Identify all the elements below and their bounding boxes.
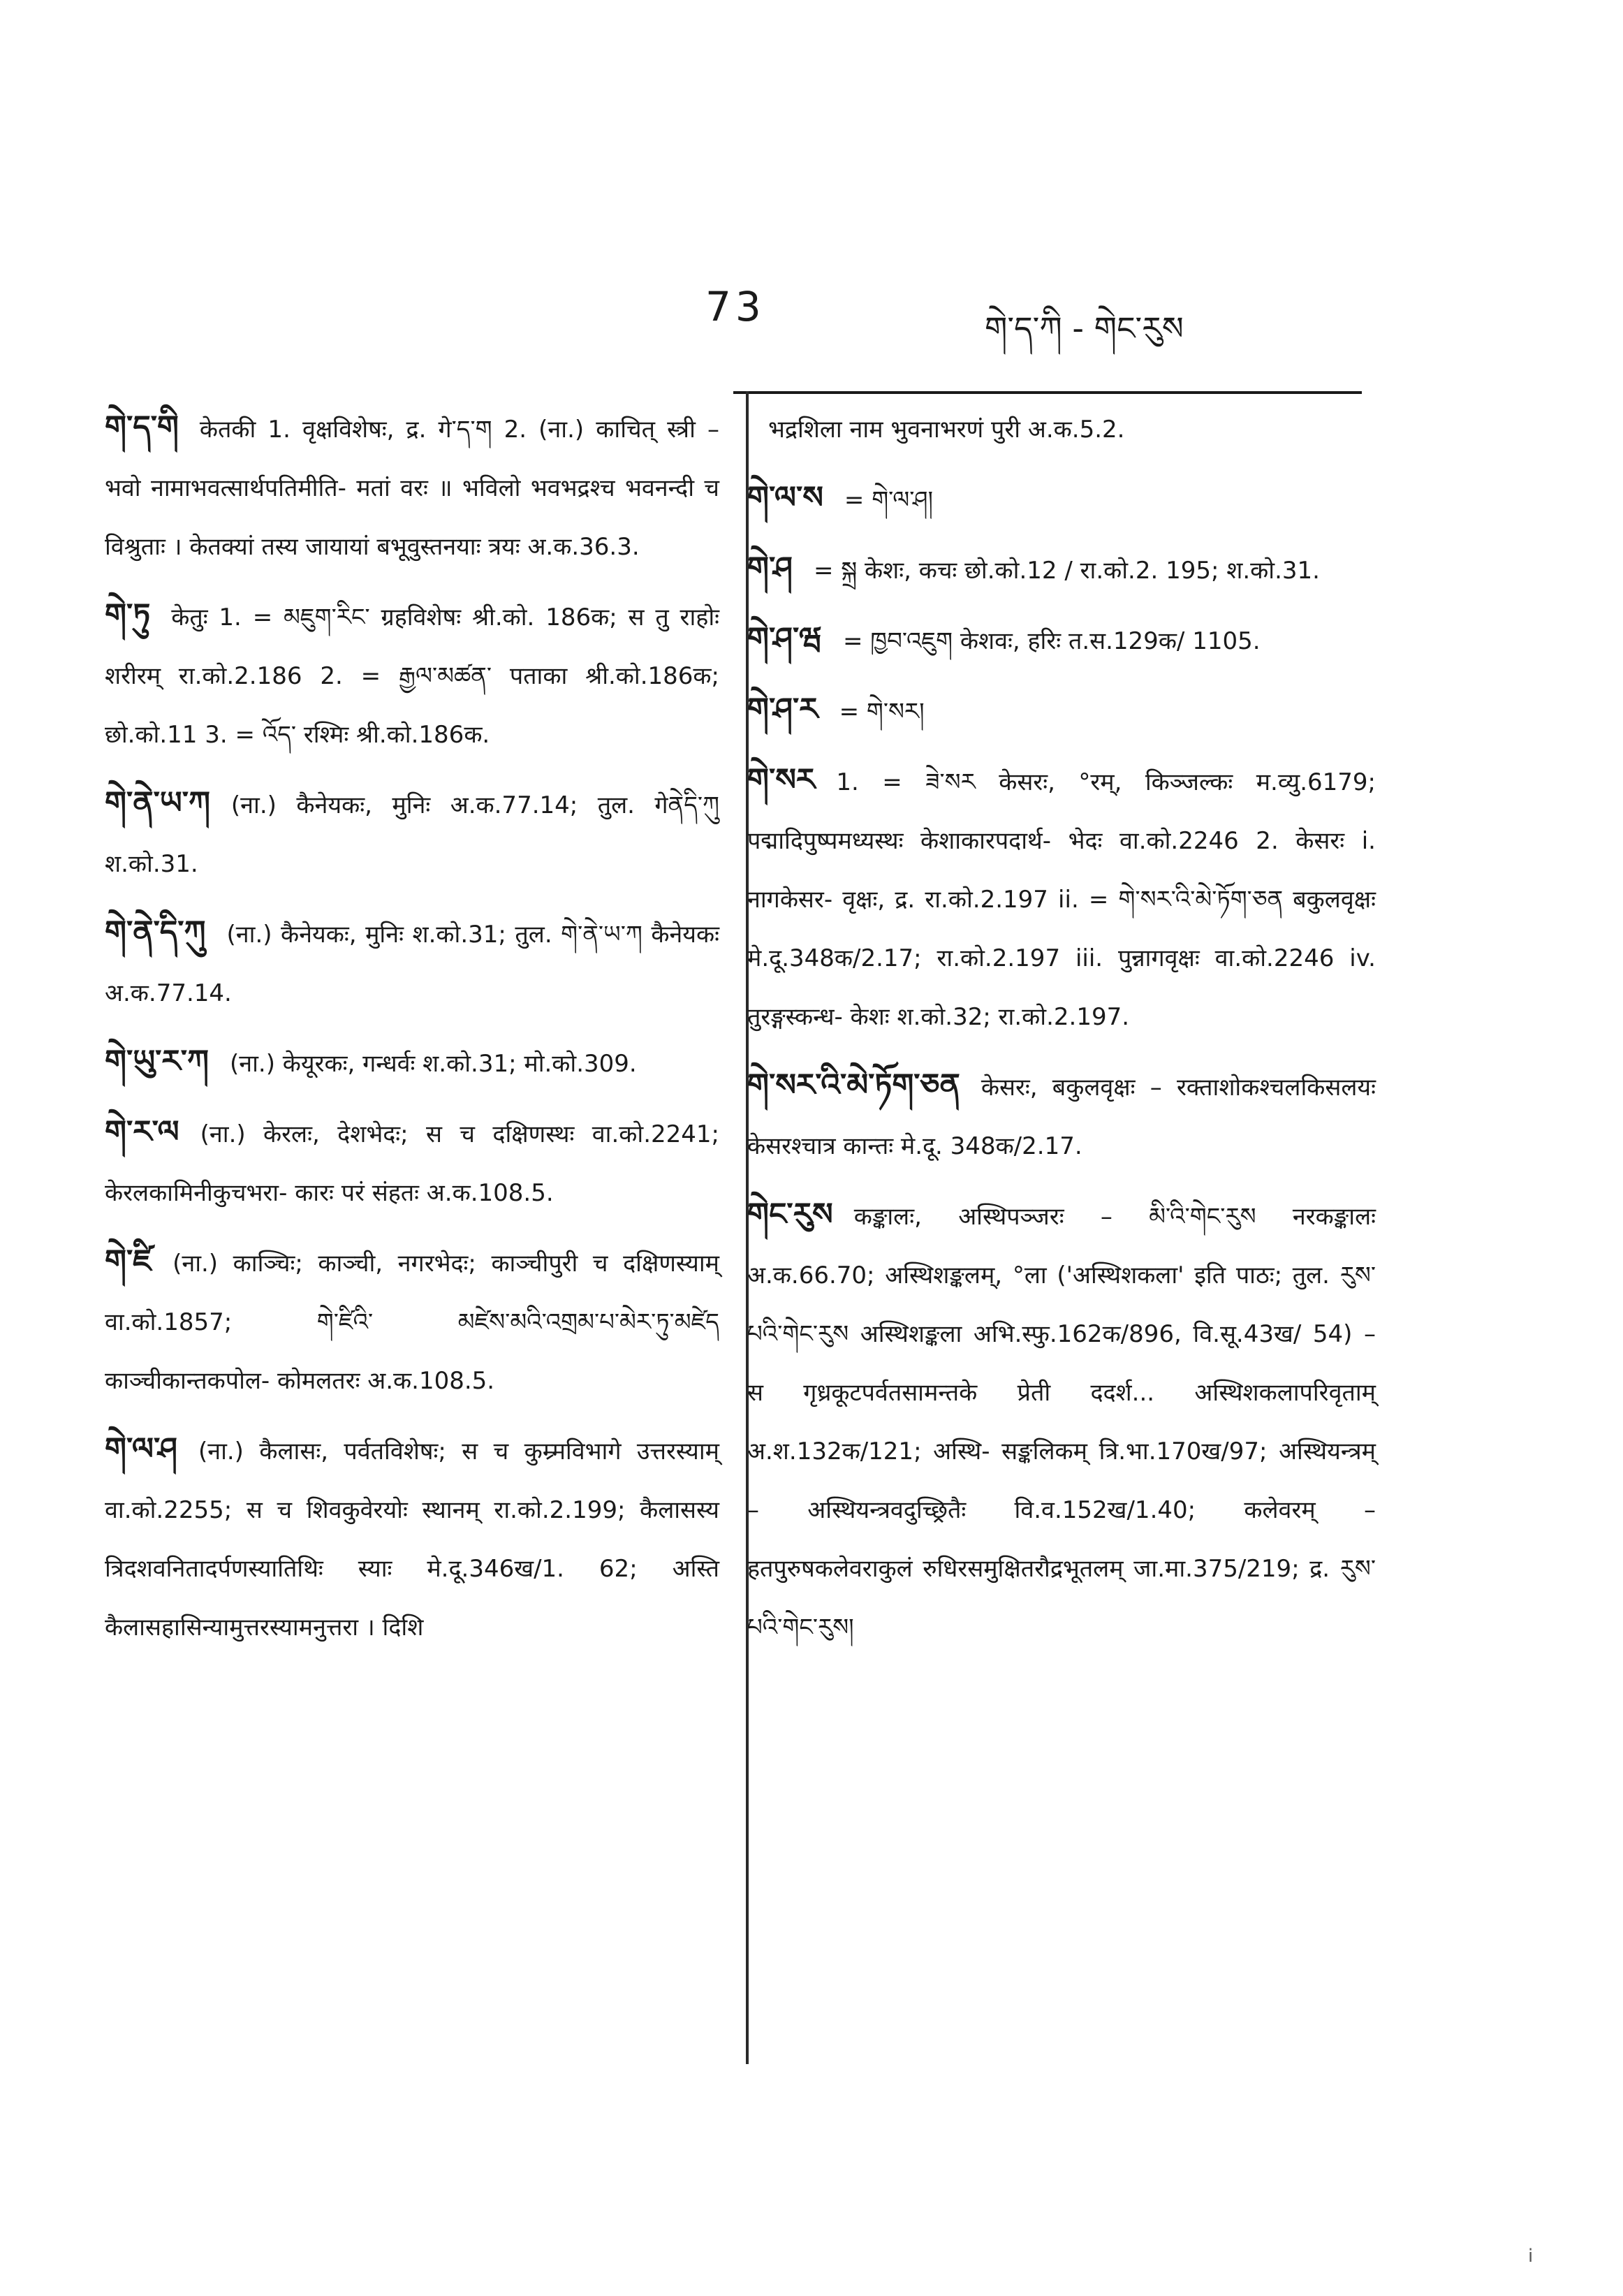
footer-mark: i (1528, 2246, 1534, 2267)
entry-headword: གེ་ལ་ས (747, 480, 823, 515)
entry-definition: कङ्कालः, अस्थिपञ्जरः – མི་འི་གེང་རུས नरकङ्कालः अ.क.66.70; अस्थिशङ्कलम्, °ला ('अस्थिशकला' इति पाठः; तुल. རུས་པའི་གེང་རུས अस्थिशङ्कला अभि.स्फु.162क/896, वि.सू.43ख/ 54) – स गृध्रकूटपर्वतसामन्तके प्रेती ददर्श... अस्थिशकलापरिवृताम् अ.श.132क/121; अस्थि- सङ्कलिकम् त्रि.भा.170ख/97; अस्थियन्त्रम् – अस्थियन्त्रवदुच्छ्रितैः वि.व.152ख/1.40; कलेवरम् – हतपुरुषकलेवराकुलं रुधिरसमुक्षितरौद्रभूतलम् जा.मा.375/219; द्र. རུས་པའི་གེང་རུས། (747, 1203, 1376, 1641)
dictionary-entry (105, 1232, 719, 1410)
dictionary-entry (747, 1056, 1376, 1176)
entry-definition: = གེ་ལ་ཤ། (844, 486, 934, 514)
entry-definition: 1. = ཟེ་སར केसरः, °रम्, किञ्जल्कः म.व्यु.6179; पद्मादिपुष्पमध्यस्थः केशाकारपदार्थ- भेदः वा.को.2246 2. केसरः i. नागकेसर- वृक्षः, द्र. रा.को.2.197 ii. = གེ་སར་འི་མེ་ཏོག་ཅན बकुलवृक्षः मे.दू.348क/2.17; रा.को.2.197 iii. पुन्नागवृक्षः वा.को.2246 iv. तुरङ्गस्कन्ध- केशः श.को.32; रा.को.2.197. (747, 768, 1376, 1031)
entry-headword: གེ་སར་འི་མེ་ཏོག་ཅན (747, 1067, 960, 1103)
entry-definition: = ཁྱབ་འཇུག केशवः, हरिः त.स.129क/ 1105. (842, 627, 1261, 655)
entry-definition: (ना.) कैनेयकः, मुनिः अ.क.77.14; तुल. गेནེདི་ཀུ श.को.31. (105, 791, 719, 878)
entry-headword: གེ་ཡུ་ར་ཀ (105, 1044, 209, 1079)
dictionary-entry (105, 903, 719, 1023)
dictionary-entry (747, 1185, 1376, 1657)
entry-headword: གེ་ཤ་ཝ (747, 621, 822, 657)
running-head: གེ་ད་ཀི - གེང་རུས (985, 309, 1184, 347)
entry-headword: གེང་རུས (747, 1197, 833, 1232)
entry-definition: = གེ་སར། (839, 698, 925, 726)
entry-definition: = སྐྲ केशः, कचः छो.को.12 / रा.को.2. 195; श.को.31. (813, 557, 1320, 585)
header-rule (733, 391, 1362, 394)
dictionary-entry (105, 1420, 719, 1657)
entry-definition: (ना.) केयूरकः, गन्धर्वः श.को.31; मो.को.309. (229, 1050, 637, 1078)
entry-headword: གེ་ནེ་དི་ཀུ (105, 914, 206, 950)
entry-headword: གེ་ད་གི (105, 409, 179, 445)
dictionary-entry (747, 469, 1376, 529)
entry-headword: གེ་ཤ་ར (747, 692, 818, 727)
entry-headword: གེ་ལ་ཤ (105, 1431, 177, 1467)
entry-headword: གེ་ཤ (747, 550, 793, 586)
page-number: 73 (705, 283, 765, 330)
entry-definition: (ना.) कैलासः, पर्वतविशेषः; स च कुम्र्मविभागे उत्तरस्याम् वा.को.2255; स च शिवकुवेरयोः स्थानम् रा.को.2.199; कैलासस्य त्रिदशवनितादर्पणस्यातिथिः स्याः मे.दू.346ख/1. 62; अस्ति कैलासहासिन्यामुत्तरस्यामनुत्तरा । दिशि (105, 1438, 719, 1641)
entry-definition: भद्रशिला नाम भुवनाभरणं पुरी अ.क.5.2. (768, 416, 1125, 444)
entry-definition: (ना.) कैनेयकः, मुनिः श.को.31; तुल. གེ་ནེ་ཡ་ཀ कैनेयकः अ.क.77.14. (105, 921, 719, 1007)
entry-definition: (ना.) केरलः, देशभेदः; स च दक्षिणस्थः वा.को.2241; केरलकामिनीकुचभरा- कारः परं संहतः अ.क.108.5. (105, 1120, 719, 1207)
dictionary-entry (747, 539, 1376, 600)
entry-headword: གེ་སར (747, 762, 816, 798)
entry-definition: (ना.) काञ्चिः; काञ्ची, नगरभेदः; काञ्चीपुरी च दक्षिणस्याम् वा.को.1857; གེ་ཛིའི་ མཛེས་མའི་འགྲམ་པ་མེར་ཏུ་མཛེད काञ्चीकान्तकपोल- कोमलतरः अ.क.108.5. (105, 1250, 719, 1395)
entry-definition: केतुः 1. = མཇུག་རིང་ ग्रहविशेषः श्री.को. 186क; स तु राहोः शरीरम् रा.को.2.186 2. = རྒྱལ་མཚན་ पताका श्री.को.186क; छो.को.11 3. = འོད་ रश्मिः श्री.को.186क. (105, 604, 719, 749)
entry-headword: གེ་ར་ལ (105, 1114, 179, 1150)
entry-definition: केतकी 1. वृक्षविशेषः, द्र. गे་ད་ག 2. (ना.) काचित् स्त्री – भवो नामाभवत्सार्थपतिमीति- मतां वरः ॥ भविलो भवभद्रश्च भवनन्दी च विश्रुताः । केतक्यां तस्य जायायां बभूवुस्तनयाः त्रयः अ.क.36.3. (105, 416, 719, 561)
dictionary-entry (747, 680, 1376, 741)
dictionary-entry (105, 1103, 719, 1222)
entry-headword: གེ་ཛི (105, 1243, 152, 1279)
entry-headword: གེ་ཏུ (105, 597, 151, 633)
dictionary-entry (747, 610, 1376, 671)
dictionary-entry (105, 586, 719, 764)
entry-definition: केसरः, बकुलवृक्षः – रक्ताशोकश्चलकिसलयः केसरश्चात्र कान्तः मे.दू. 348क/2.17. (747, 1074, 1376, 1160)
dictionary-entry (747, 398, 1376, 459)
right-column (747, 398, 1376, 1667)
dictionary-entry (747, 751, 1376, 1046)
left-column (105, 398, 719, 1667)
dictionary-entry (105, 774, 719, 893)
dictionary-entry (105, 398, 719, 576)
entry-headword: གེ་ནེ་ཡ་ཀ (105, 785, 210, 821)
dictionary-entry (105, 1032, 719, 1093)
